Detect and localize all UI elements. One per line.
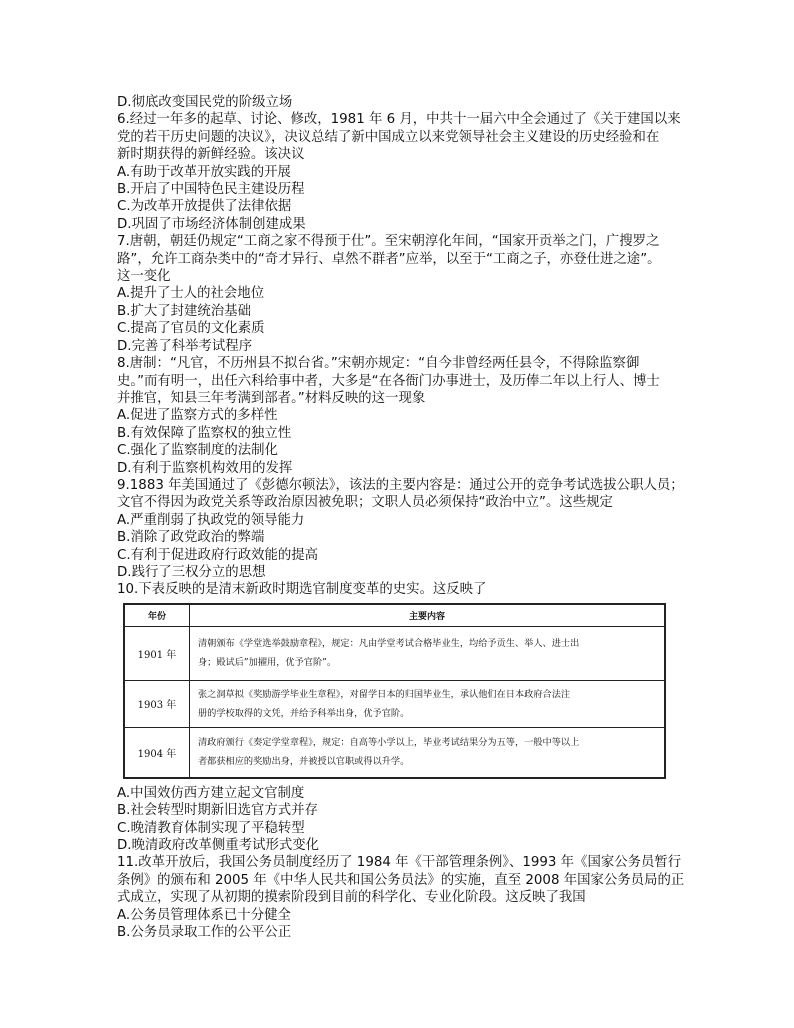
text-line: B.社会转型时期新旧选官方式并存 (117, 803, 318, 819)
text-line: A.有助于改革开放实践的开展 (117, 164, 291, 180)
text-line: B.消除了政党政治的弊端 (117, 530, 265, 546)
table-cell-line: 者都获相应的奖励出身，并被授以官职或得以升学。 (198, 756, 410, 768)
table-cell-line: 张之洞草拟《奖励游学毕业生章程》，对留学日本的归国毕业生，承认他们在日本政府合法注 (198, 688, 571, 700)
table-cell-line: 身；殿试后”加擢用，优予官阶”。 (198, 657, 337, 669)
text-line: 6.经过一年多的起草、讨论、修改，1981 年 6 月，中共十一届六中全会通过了《关于建国以来 (117, 112, 681, 128)
text-line: 并推官，知县三年考满到部者。”材料反映的这一现象 (117, 390, 426, 406)
text-line: 9.1883 年美国通过了《彭德尔顿法》，该法的主要内容是：通过公开的竞争考试选拔公职人员； (117, 477, 684, 493)
text-line: D.晚清政府改革侧重考试形式变化 (117, 838, 320, 853)
history-table-frame (123, 603, 666, 779)
text-line: A.公务员管理体系已十分健全 (117, 907, 291, 923)
exam-page (117, 94, 685, 941)
text-line: A.严重削弱了执政党的领导能力 (117, 512, 305, 528)
text-line: C.提高了官员的文化素质 (117, 321, 265, 337)
text-line: C.强化了监察制度的法制化 (117, 443, 278, 459)
text-line: C.为改革开放提供了法律依据 (117, 199, 292, 215)
text-line: A.促进了监察方式的多样性 (117, 408, 278, 424)
text-line: D.完善了科举考试程序 (117, 338, 253, 354)
text-line: B.公务员录取工作的公平公正 (117, 925, 292, 941)
table-cell-line: 清政府颁行《奏定学堂章程》，规定：自高等小学以上，毕业考试结果分为五等，一般中等以上 (198, 737, 580, 749)
history-table (125, 605, 664, 777)
text-line: 新时期获得的新鲜经验。该决议 (117, 147, 305, 163)
text-line: 式成立，实现了从初期的摸索阶段到目前的科学化、专业化阶段。这反映了我国 (117, 890, 586, 906)
text-line: D.践行了三权分立的思想 (117, 564, 266, 580)
text-line: 10.下表反映的是清末新政时期选官制度变革的史实。这反映了 (117, 582, 487, 598)
text-line: 这一变化 (117, 269, 171, 285)
text-line: 党的若干历史问题的决议》，决议总结了新中国成立以来党领导社会主义建设的历史经验和在 (117, 129, 660, 145)
text-line: B.有效保障了监察权的独立性 (117, 425, 292, 441)
table-cell-content (190, 626, 665, 680)
table-cell-year: 1901 年 (125, 626, 190, 680)
text-line: 8.唐制：“凡官，不历州县不拟台省。”宋朝亦规定：“自今非曾经两任县令，不得除监察御 (117, 356, 640, 372)
text-line: B.扩大了封建统治基础 (117, 303, 251, 319)
table-header-content: 主要内容 (190, 605, 665, 627)
text-line: D.彻底改变国民党的阶级立场 (117, 95, 293, 110)
text-line: 路”，允许工商杂类中的“奇才异行、卓然不群者”应举，以至于“工商之子，亦登仕进之途”。 (117, 251, 661, 267)
table-row (125, 680, 664, 727)
table-header-row (125, 605, 664, 627)
text-line: 条例》的颁布和 2005 年《中华人民共和国公务员法》的实施，直至 2008 年国家公务员局的正 (117, 872, 685, 888)
table-cell-line: 册的学校取得的文凭，并给予科举出身，优予官阶。 (198, 707, 410, 719)
text-line: 史。”而有明一，出任六科给事中者，大多是“在各衙门办事进士，及历俸二年以上行人、博士 (117, 373, 660, 389)
text-line: 11.改革开放后，我国公务员制度经历了 1984 年《干部管理条例》、1993 年《国家公务员暂行 (117, 855, 682, 871)
table-cell-year: 1904 年 (125, 727, 190, 777)
text-line: 7.唐朝，朝廷仍规定“工商之家不得预于仕”。至宋朝淳化年间，“国家开贡举之门，广搜罗之 (117, 234, 660, 250)
bottom-text-block (117, 785, 685, 942)
table-cell-content (190, 727, 665, 777)
table-row (125, 626, 664, 680)
table-header-year: 年份 (125, 605, 190, 627)
table-row (125, 727, 664, 777)
text-line: C.晚清教育体制实现了平稳转型 (117, 820, 305, 836)
text-line: B.开启了中国特色民主建设历程 (117, 182, 305, 198)
table-cell-line: 清朝颁布《学堂选举鼓励章程》，规定：凡由学堂考试合格毕业生，均给予贡生、举人、进士出 (198, 638, 580, 650)
text-line: 文官不得因为政党关系等政治原因被免职；文职人员必须保持“政治中立”。这些规定 (117, 495, 613, 511)
text-line: D.巩固了市场经济体制创建成果 (117, 216, 306, 232)
text-line: A.提升了士人的社会地位 (117, 286, 265, 302)
text-line: A.中国效仿西方建立起文官制度 (117, 785, 305, 801)
text-line: D.有利于监察机构效用的发挥 (117, 460, 293, 476)
top-text-block (117, 94, 684, 599)
table-cell-year: 1903 年 (125, 680, 190, 727)
table-cell-content (190, 680, 665, 727)
text-line: C.有利于促进政府行政效能的提高 (117, 547, 319, 563)
